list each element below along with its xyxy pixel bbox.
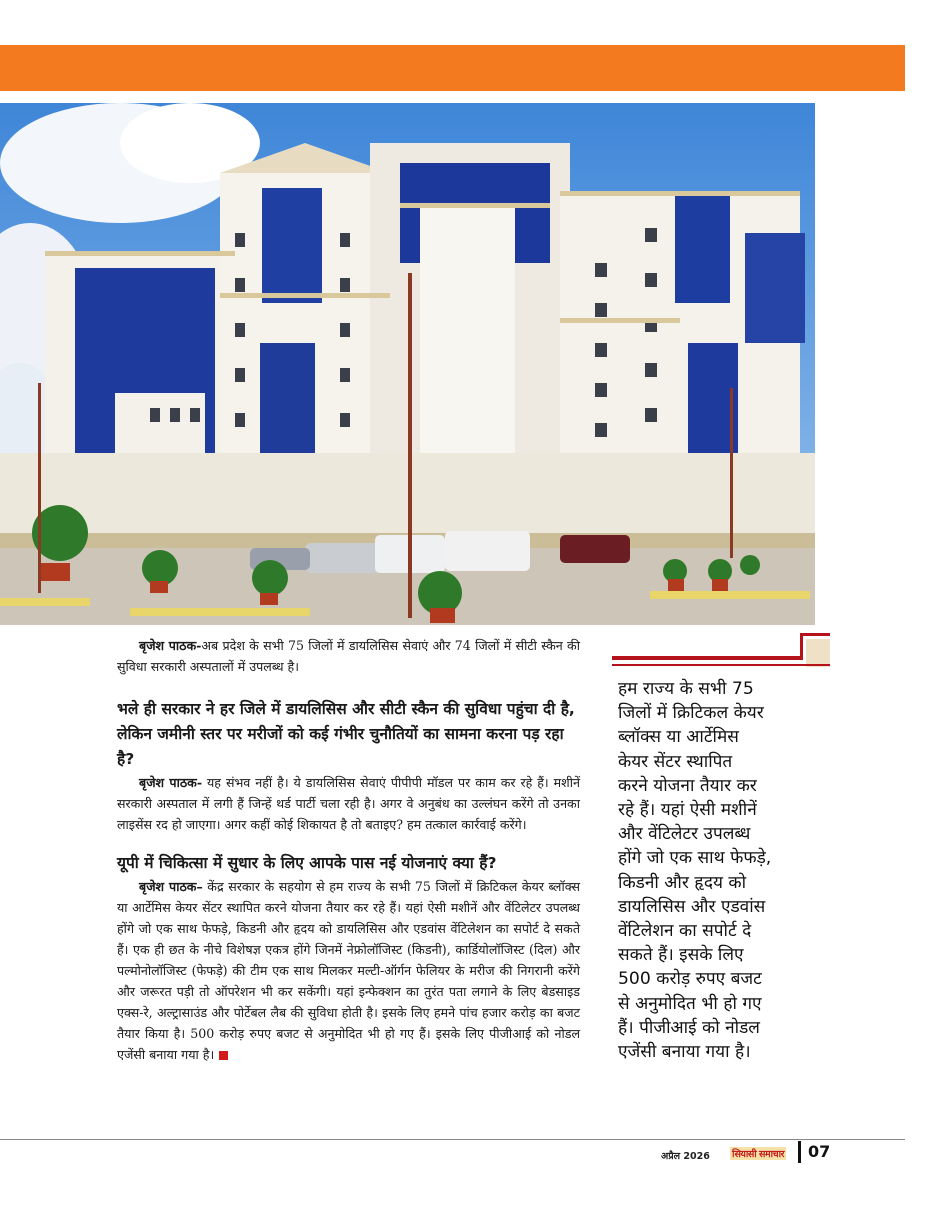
pull-quote-line: एजेंसी बनाया गया है।: [618, 1042, 751, 1063]
answer-text: यह संभव नहीं है। ये डायलिसिस सेवाएं पीपीपी मॉडल पर काम कर रहे हैं। मशीनें सरकारी अस्पताल में लगी हैं जिन्हें थर्ड पार्टी चला रही है। अगर वे अनुबंध का उल्लंघन करेंगे तो उनका लाइसेंस रद हो जाएगा। अगर कहीं कोई शिकायत है तो बताइए? हम तत्काल कार्रवाई करेंगे।: [117, 775, 580, 832]
pull-quote-line: डायलिसिस और एडवांस: [618, 896, 766, 917]
callout-rule: [612, 656, 802, 660]
magazine-brand: सियासी समाचार: [732, 1149, 784, 1160]
speaker-name: बृजेश पाठक-: [139, 775, 203, 790]
pull-quote-line: केयर सेंटर स्थापित: [618, 751, 733, 772]
issue-date: अप्रैल 2026: [661, 1151, 710, 1162]
question-heading: भले ही सरकार ने हर जिले में डायलिसिस और सीटी स्कैन की सुविधा पहुंचा दी है, लेकिन जमीनी स्तर पर मरीजों को कई गंभीर चुनौतियों का सामना करना पड़ रहा है?: [117, 700, 575, 768]
interview-article: [117, 635, 580, 1065]
pull-quote-line: जिलों में क्रिटिकल केयर: [618, 703, 764, 724]
pull-quote-line: से अनुमोदित भी हो गए: [618, 993, 762, 1014]
pull-quote-line: वेंटिलेशन का सपोर्ट दे: [618, 921, 752, 942]
pull-quote: [618, 677, 828, 1064]
pull-quote-line: हैं। पीजीआई को नोडल: [618, 1017, 760, 1038]
pull-quote-line: ब्लॉक्स या आर्टेमिस: [618, 727, 739, 748]
question-heading: यूपी में चिकित्सा में सुधार के लिए आपके पास नई योजनाएं क्या हैं?: [117, 854, 497, 872]
pull-quote-line: 500 करोड़ रुपए बजट: [618, 969, 762, 990]
answer-paragraph: [117, 772, 580, 835]
pull-quote-line: रहे हैं। यहां ऐसी मशीनें: [618, 800, 757, 821]
footer-separator: [798, 1141, 801, 1163]
hospital-building-photo: [0, 103, 815, 625]
pull-quote-line: करने योजना तैयार कर: [618, 775, 757, 796]
pull-quote-line: होंगे जो एक साथ फेफड़े,: [618, 848, 772, 869]
page-number: 07: [808, 1142, 831, 1161]
intro-paragraph: [117, 635, 580, 677]
speaker-name: बृजेश पाठक-: [139, 638, 202, 653]
pull-quote-line: और वेंटिलेटर उपलब्ध: [618, 824, 751, 845]
answer-paragraph: [117, 876, 580, 1065]
callout-decoration-box: [806, 639, 830, 667]
callout-decoration: [800, 633, 830, 636]
pull-quote-line: हम राज्य के सभी 75: [618, 679, 754, 699]
answer-text: केंद्र सरकार के सहयोग से हम राज्य के सभी 75 जिलों में क्रिटिकल केयर ब्लॉक्स या आर्टेमिस केयर सेंटर स्थापित करने योजना तैयार कर रहे हैं। यहां ऐसी मशीनें और वेंटिलेटर उपलब्ध होंगे जो एक साथ फेफड़े, किडनी और हृदय को डायलिसिस और एडवांस वेंटिलेशन का सपोर्ट दे सकते हैं। एक ही छत के नीचे विशेषज्ञ एकत्र होंगे जिनमें नेफ्रोलॉजिस्ट (किडनी), कार्डियोलॉजिस्ट (दिल) और पल्मोनोलॉजिस्ट (फेफड़े) की टीम एक साथ मिलकर मल्टी-ऑर्गन फेलियर के मरीज की निगरानी करेंगे और जरूरत पड़ी तो ऑपरेशन भी कर सकेंगी। यहां इन्फेक्शन का तुरंत पता लगाने के लिए बेडसाइड एक्स-रे, अल्ट्रासाउंड और पोर्टेबल लैब की सुविधा होती है। इसके लिए हमने पांच हजार करोड़ का बजट तैयार किया है। 500 करोड़ रुपए बजट से अनुमोदित भी हो गए हैं। इसके लिए पीजीआई को नोडल एजेंसी बनाया गया है।: [117, 879, 581, 1062]
end-mark-icon: [219, 1051, 228, 1060]
top-color-bar: [0, 45, 905, 91]
footer-divider: [0, 1139, 905, 1140]
pull-quote-line: सकते हैं। इसके लिए: [618, 945, 744, 966]
pull-quote-line: किडनी और हृदय को: [618, 872, 747, 893]
answer-text: अब प्रदेश के सभी 75 जिलों में डायलिसिस सेवाएं और 74 जिलों में सीटी स्कैन की सुविधा सरकारी अस्पतालों में उपलब्ध है।: [117, 638, 580, 674]
callout-rule: [612, 664, 830, 666]
speaker-name: बृजेश पाठक–: [139, 879, 203, 894]
